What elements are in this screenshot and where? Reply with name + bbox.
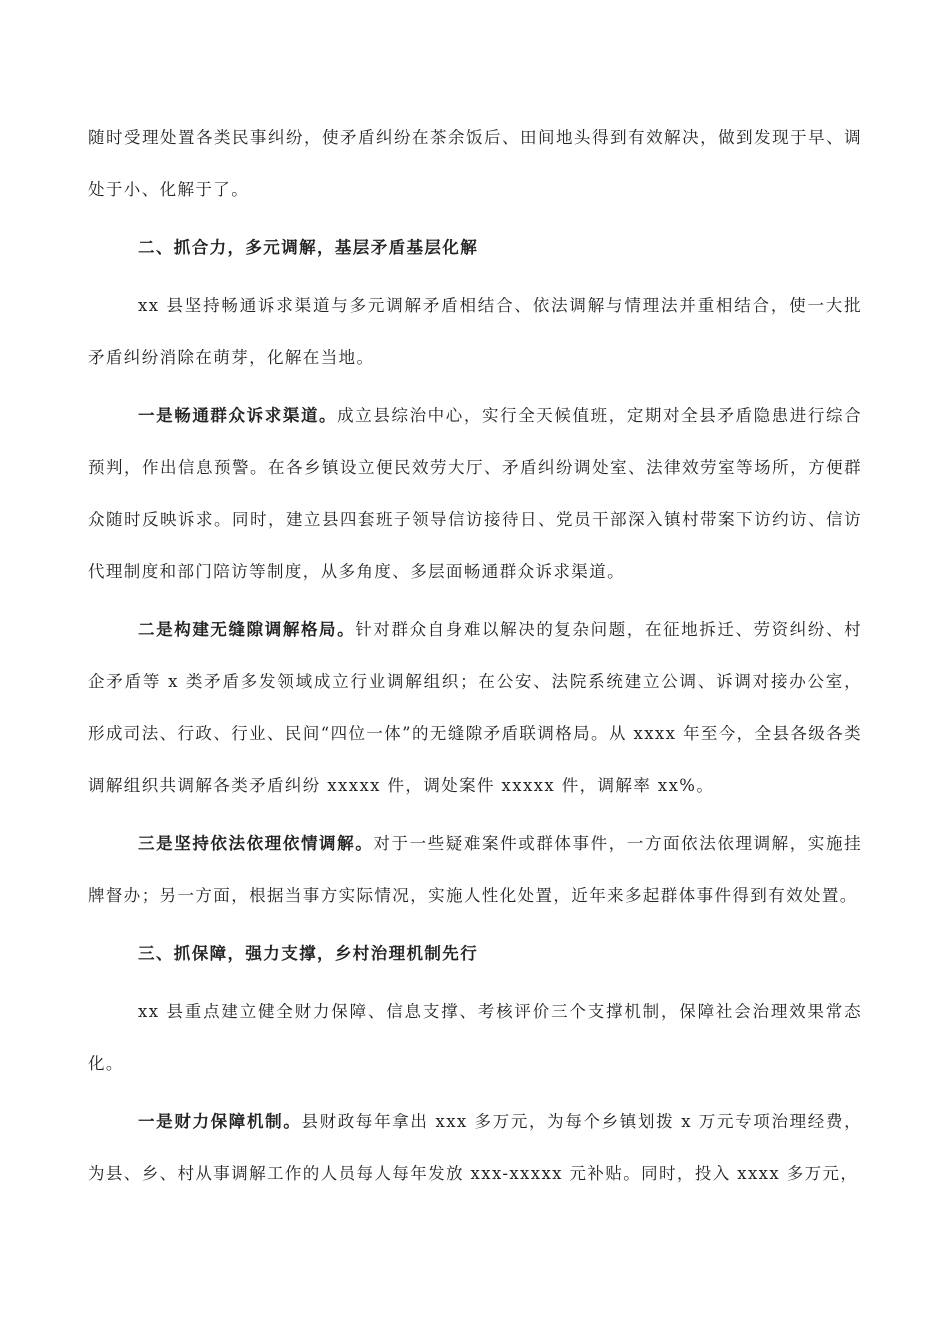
item-two-text: 针对群众自身难以解决的复杂问题，在征地拆迁、劳资纠纷、村企矛盾等 x 类矛盾多发领域成立行业调解组织；在公安、法院系统建立公调、诉调对接办公室，形成司法、行政、行业、民间“四位一体”的无缝隙矛盾联调格局。从 xxxx 年至今，全县各级各类调解组织共调解各类矛盾纠纷 xxxxx 件，调处案件 xxxxx 件，调解率 xx%。 xyxy=(88,620,862,795)
item-one-text: 成立县综治中心，实行全天候值班，定期对全县矛盾隐患进行综合预判，作出信息预警。在各乡镇设立便民效劳大厅、矛盾纠纷调处室、法律效劳室等场所，方便群众随时反映诉求。同时，建立县四套班子领导信访接待日、党员干部深入镇村带案下访约访、信访代理制度和部门陪访等制度，从多角度、多层面畅通群众诉求渠道。 xyxy=(88,406,862,581)
section-heading-three: 三、抓保障，强力支撑，乡村治理机制先行 xyxy=(138,944,479,963)
item-four-lead: 一是财力保障机制。 xyxy=(138,1112,302,1131)
item-three-text: 对于一些疑难案件或群体事件，一方面依法依理调解，实施挂牌督办；另一方面，根据当事方实际情况，实施人性化处置，近年来多起群体事件得到有效处置。 xyxy=(88,834,862,905)
item-three-lead: 三是坚持依法依理依情调解。 xyxy=(138,834,374,853)
item-four-text: 县财政每年拿出 xxx 多万元，为每个乡镇划拨 x 万元专项治理经费，为县、乡、村从事调解工作的人员每人每年发放 xxx-xxxxx 元补贴。同时，投入 xxxx 多万元， xyxy=(88,1112,862,1183)
paragraph-item-one xyxy=(88,390,862,598)
section-heading-two: 二、抓合力，多元调解，基层矛盾基层化解 xyxy=(138,238,479,257)
paragraph-intro-continued: 随时受理处置各类民事纠纷，使矛盾纠纷在茶余饭后、田间地头得到有效解决，做到发现于早、调处于小、化解于了。 xyxy=(88,128,862,199)
paragraph-section-two-intro: xx 县坚持畅通诉求渠道与多元调解矛盾相结合、依法调解与情理法并重相结合，使一大批矛盾纠纷消除在萌芽，化解在当地。 xyxy=(88,296,862,367)
paragraph-item-four xyxy=(88,1096,862,1200)
paragraph-item-two xyxy=(88,604,862,812)
document-page xyxy=(88,112,862,1200)
item-two-lead: 二是构建无缝隙调解格局。 xyxy=(138,620,356,639)
paragraph-item-three xyxy=(88,818,862,922)
item-one-lead: 一是畅通群众诉求渠道。 xyxy=(138,406,338,425)
paragraph-section-three-intro: xx 县重点建立健全财力保障、信息支撑、考核评价三个支撑机制，保障社会治理效果常态化。 xyxy=(88,1002,862,1073)
